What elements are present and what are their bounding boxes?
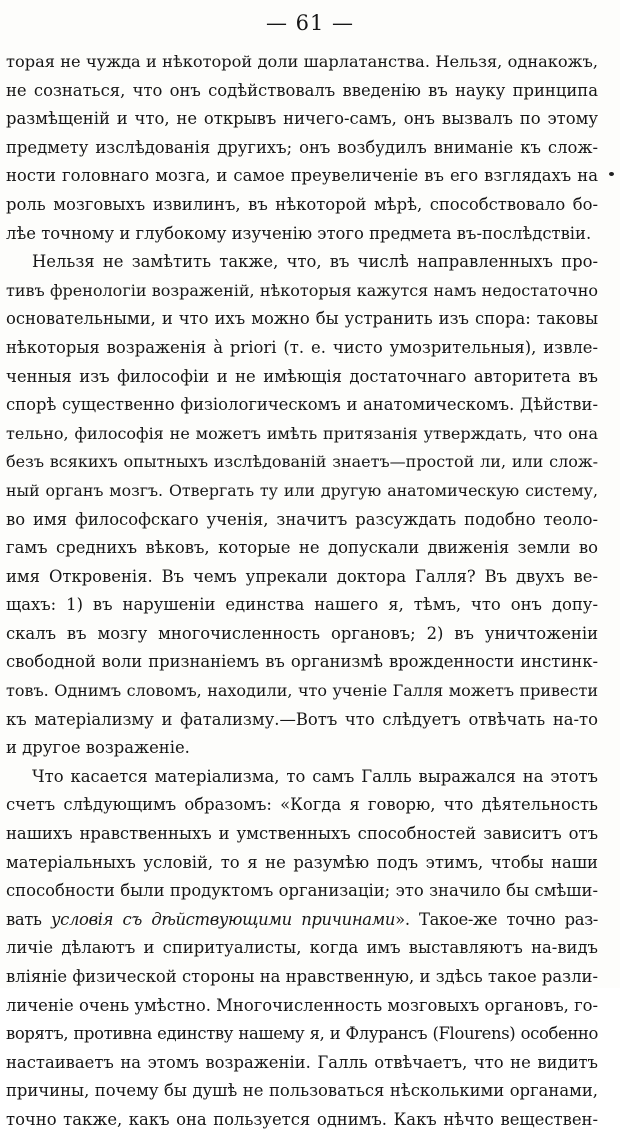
text-line: и другое возраженiе. (6, 738, 190, 758)
text-segment: вать (6, 909, 42, 929)
text-line: товъ. Однимъ словомъ, находили, что ученiе Галля можетъ привести (6, 681, 598, 701)
italic-phrase: условiя съ дѣйствующими причинами (50, 909, 396, 929)
text-line: нашихъ нравственныхъ и умственныхъ способностей зависитъ отъ (6, 824, 598, 844)
text-segment: ». Такое-же точно раз- (395, 909, 598, 929)
text-line: настаиваетъ на этомъ возраженiи. Галль отвѣчаетъ, что не видитъ (6, 1052, 598, 1072)
text-line: ченныя изъ философiи и не имѣющiя достаточнаго авторитета въ (6, 366, 598, 386)
text-line: ный органъ мозгъ. Отвергать ту или другую анатомическую систему, (6, 480, 598, 500)
text-line: спорѣ существенно физiологическомъ и анатомическомъ. Дѣйстви- (6, 395, 598, 415)
text-line: тивъ френологiи возраженiй, нѣкоторыя кажутся намъ недостаточно (6, 280, 598, 300)
text-line: нѣкоторыя возраженiя à priori (т. е. чисто умозрительныя), извле- (6, 337, 598, 357)
text-line: личiе дѣлаютъ и спиритуалисты, когда имъ выставляютъ на-видъ (6, 938, 598, 958)
text-line: во имя философскаго ученiя, значитъ разсуждать подобно теоло- (6, 509, 598, 529)
ink-spot (609, 172, 614, 176)
text-line: лѣе точному и глубокому изученiю этого предмета въ-послѣдствiи. (6, 223, 592, 243)
text-line: влiянiе физической стороны на нравственную, и здѣсь такое разли- (6, 967, 598, 986)
text-line: гамъ среднихъ вѣковъ, которые не допускали движенiя земли во (6, 538, 598, 558)
text-line: ворятъ, противна единству нашему я, и Флурансъ (Flourens) особенно (6, 1024, 598, 1044)
text-line: размѣщенiй и что, не открывъ ничего-самъ, онъ вызвалъ по этому (6, 109, 598, 129)
text-line: основательными, и что ихъ можно бы устранить изъ спора: таковы (6, 309, 598, 329)
text-line: ности головнаго мозга, и самое преувеличенiе въ его взглядахъ на (6, 166, 598, 186)
body-text (6, 48, 598, 1135)
text-line: Что касается матерiализма, то самъ Галль выражался на этотъ (32, 766, 598, 786)
text-line: Нельзя не замѣтить также, что, въ числѣ направленныхъ про- (32, 252, 598, 272)
text-line: матерiальныхъ условiй, то я не разумѣю подъ этимъ, чтобы наши (6, 852, 598, 872)
text-line: безъ всякихъ опытныхъ изслѣдованiй знаетъ—простой ли, или слож- (6, 452, 598, 472)
text-line: способности были продуктомъ организацiи; это значило бы смѣши- (6, 881, 598, 901)
text-line: щахъ: 1) въ нарушенiи единства нашего я, тѣмъ, что онъ допу- (6, 595, 598, 615)
text-line: скалъ въ мозгу многочисленность органовъ; 2) въ уничтоженiи (6, 623, 598, 643)
text-line: причины, почему бы душѣ не пользоваться нѣсколькими органами, (6, 1081, 598, 1101)
text-line: свободной воли признанiемъ въ организмѣ врожденности инстинк- (6, 652, 598, 672)
text-line-with-italic (6, 906, 598, 935)
text-line: роль мозговыхъ извилинъ, въ нѣкоторой мѣрѣ, способствовало бо- (6, 194, 598, 214)
text-line: имя Откровенiя. Въ чемъ упрекали доктора Галля? Въ двухъ ве- (6, 566, 598, 586)
text-line: тельно, философiя не можетъ имѣть притязанiя утверждать, что она (6, 423, 598, 443)
text-line: не сознаться, что онъ содѣйствовалъ введенiю въ науку принципа (6, 80, 598, 100)
page-number: — 61 — (265, 11, 355, 35)
text-line: точно также, какъ она пользуется однимъ. Какъ нѣчто веществен- (6, 1109, 598, 1129)
text-line: счетъ слѣдующимъ образомъ: «Когда я говорю, что дѣятельность (6, 795, 598, 815)
text-line: къ матерiализму и фатализму.—Вотъ что слѣдуетъ отвѣчать на-то (6, 709, 598, 729)
text-line: торая не чужда и нѣкоторой доли шарлатанства. Нельзя, однакожъ, (6, 52, 598, 71)
text-line: предмету изслѣдованiя другихъ; онъ возбудилъ вниманiе къ слож- (6, 137, 598, 157)
text-line: личенiе очень умѣстно. Многочисленность мозговыхъ органовъ, го- (6, 995, 599, 1015)
